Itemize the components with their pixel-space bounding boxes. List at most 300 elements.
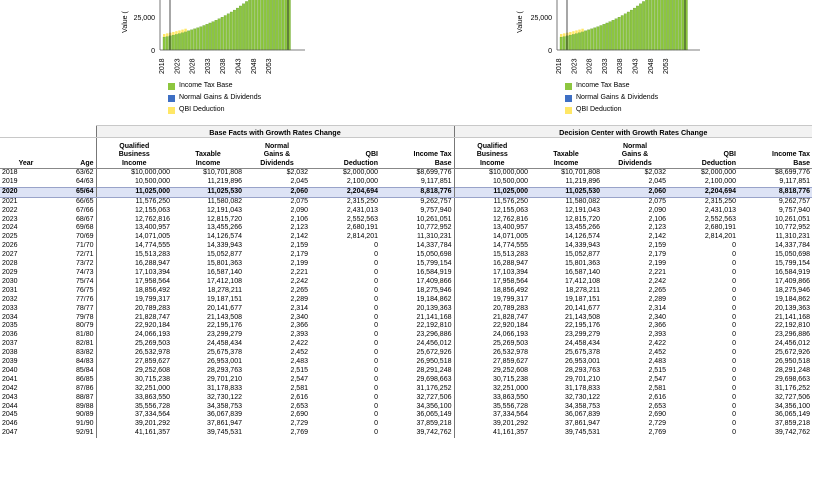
cell-year: 2045 [2, 411, 18, 419]
cell-qbi-income: 13,400,957 [454, 224, 530, 233]
cell-taxable-income: 12,191,043 [206, 206, 242, 214]
table-row[interactable] [0, 420, 812, 429]
legend-right [565, 80, 658, 116]
chart-xtick-label: 2048 [250, 58, 258, 74]
cell-age: 86/85 [75, 375, 94, 383]
cell-taxable-income: 25,675,378 [564, 349, 600, 357]
cell-year: 2026 [2, 242, 18, 250]
cell-qbi-income: 16,288,947 [96, 260, 172, 269]
cell-income-tax-base: 23,296,886 [416, 331, 452, 339]
cell-income-tax-base: 28,291,248 [774, 366, 810, 374]
col-header-year: Year [0, 138, 52, 169]
cell-taxable-income: 12,815,720 [206, 215, 242, 223]
table-row[interactable] [0, 358, 812, 367]
cell-taxable-income: 28,293,763 [564, 366, 600, 374]
cell-qbi-deduction: 0 [374, 340, 378, 348]
cell-qbi-income: 11,576,250 [454, 197, 530, 206]
cell-age: 75/74 [75, 277, 94, 285]
cell-normal-gains: 2,422 [290, 340, 308, 348]
cell-year: 2018 [2, 169, 18, 176]
cell-income-tax-base: 15,050,698 [416, 251, 452, 259]
cell-qbi-income: 17,103,394 [454, 269, 530, 278]
chart-bar [212, 22, 214, 50]
col-header-line: Income [553, 159, 579, 167]
cell-qbi-income: 32,251,000 [96, 385, 172, 394]
cell-income-tax-base: 21,141,168 [416, 313, 452, 321]
cell-taxable-income: 17,412,108 [564, 277, 600, 285]
cell-taxable-income: 37,861,947 [564, 420, 600, 428]
table-row[interactable] [0, 233, 812, 242]
cell-normal-gains: 2,142 [648, 233, 666, 241]
col-header-line: Income [195, 159, 221, 167]
cell-normal-gains: 2,199 [290, 260, 308, 268]
chart-bar [679, 0, 681, 50]
cell-taxable-income: 13,455,266 [206, 224, 242, 232]
cell-qbi-deduction: 2,204,694 [668, 187, 738, 197]
cell-qbi-deduction: 0 [732, 277, 736, 285]
cell-year: 2037 [2, 340, 18, 348]
chart-bar [236, 8, 238, 50]
chart-bar-qbi [578, 30, 580, 33]
table-row[interactable] [0, 429, 812, 438]
chart-bar [273, 0, 275, 50]
cell-year: 2040 [2, 366, 18, 374]
col-header-income-tax-base [380, 138, 454, 169]
table-row[interactable] [0, 242, 812, 251]
cell-normal-gains: 2,090 [648, 206, 666, 214]
cell-income-tax-base: 19,184,862 [416, 295, 452, 303]
cell-income-tax-base: 15,799,154 [416, 260, 452, 268]
cell-qbi-deduction: 0 [732, 358, 736, 366]
chart-right-bars [560, 0, 688, 50]
cell-age: 90/89 [75, 411, 94, 419]
cell-qbi-deduction: $2,000,000 [700, 169, 736, 176]
table-row[interactable] [0, 376, 812, 385]
cell-age: 83/82 [75, 349, 94, 357]
cell-age: 88/87 [75, 393, 94, 401]
chart-bar [261, 0, 263, 50]
cell-age: 79/78 [75, 313, 94, 321]
chart-bar [187, 31, 189, 50]
cell-qbi-deduction: 0 [374, 304, 378, 312]
cell-qbi-income: 25,269,503 [454, 340, 530, 349]
cell-normal-gains: 2,179 [648, 251, 666, 259]
cell-taxable-income: 20,141,677 [206, 304, 242, 312]
cell-qbi-income: 22,920,184 [96, 322, 172, 331]
chart-xtick-label: 2018 [159, 58, 166, 74]
cell-qbi-income: 33,863,550 [454, 394, 530, 403]
cell-qbi-income: 20,789,283 [454, 305, 530, 314]
cell-age: 81/80 [75, 331, 94, 339]
cell-income-tax-base: 9,117,851 [779, 177, 810, 185]
cell-normal-gains: 2,690 [648, 411, 666, 419]
cell-qbi-income: 30,715,238 [96, 376, 172, 385]
cell-income-tax-base: 24,456,012 [416, 340, 452, 348]
table-row[interactable] [0, 216, 812, 225]
cell-income-tax-base: 39,742,762 [774, 429, 810, 437]
cell-normal-gains: 2,547 [290, 375, 308, 383]
cell-income-tax-base: 11,310,231 [416, 233, 452, 241]
cell-income-tax-base: 8,818,776 [738, 187, 812, 197]
cell-taxable-income: $10,701,808 [561, 169, 600, 176]
cell-year: 2020 [0, 187, 52, 197]
cell-age: 66/65 [75, 197, 94, 205]
cell-qbi-income: 21,828,747 [454, 314, 530, 323]
legend-label: Normal Gains & Dividends [179, 94, 262, 101]
chart-bar-qbi [163, 34, 165, 37]
chart-bar [673, 0, 675, 50]
cell-taxable-income: 14,126,574 [564, 233, 600, 241]
chart-bar [603, 24, 605, 50]
col-header-normal-gains [244, 138, 310, 169]
cell-qbi-income: 26,532,978 [96, 349, 172, 358]
table-row[interactable] [0, 411, 812, 420]
cell-qbi-income: 14,774,555 [454, 242, 530, 251]
chart-bar [600, 25, 602, 50]
cell-qbi-income: 39,201,292 [96, 420, 172, 429]
chart-left-bars [163, 0, 291, 50]
cell-qbi-income: 14,071,005 [454, 233, 530, 242]
chart-right-ylabel: Value ( [517, 11, 524, 33]
cell-year: 2030 [2, 277, 18, 285]
col-header-line: Gains & [263, 151, 291, 158]
cell-normal-gains: 2,340 [648, 313, 666, 321]
chart-bar-qbi [581, 29, 583, 32]
cell-year: 2025 [2, 233, 18, 241]
col-header-line: QBI [723, 151, 736, 158]
col-header-line: Income Tax [772, 151, 810, 158]
cell-income-tax-base: 36,065,149 [416, 411, 452, 419]
chart-bar [288, 0, 290, 50]
col-header-qbi-deduction [668, 138, 738, 169]
cell-income-tax-base: 24,456,012 [774, 340, 810, 348]
cell-normal-gains: 2,221 [648, 268, 666, 276]
col-header-line: Dividends [618, 159, 652, 167]
cell-age: 73/72 [75, 260, 94, 268]
col-header-qbi-income [454, 138, 530, 169]
cell-normal-gains: 2,616 [290, 393, 308, 401]
table-row[interactable] [0, 287, 812, 296]
cell-taxable-income: 16,587,140 [564, 268, 600, 276]
table-row[interactable] [0, 340, 812, 349]
cell-qbi-deduction: 2,100,000 [346, 177, 378, 185]
chart-xtick-label: 2038 [617, 58, 625, 74]
table-row[interactable] [0, 367, 812, 376]
cell-taxable-income: 11,219,896 [565, 177, 600, 185]
cell-income-tax-base: 10,772,952 [416, 224, 452, 232]
cell-income-tax-base: 16,584,919 [416, 268, 452, 276]
cell-qbi-deduction: 2,814,201 [346, 233, 378, 241]
cell-qbi-income: 16,288,947 [454, 260, 530, 269]
cell-age: 89/88 [75, 402, 94, 410]
chart-bar [172, 35, 174, 50]
chart-bar [270, 0, 272, 50]
col-header-line: Taxable [553, 151, 579, 158]
col-header-line: Dividends [260, 159, 294, 167]
col-header-line: Normal [264, 142, 290, 150]
chart-bar [267, 0, 269, 50]
cell-normal-gains: 2,581 [648, 384, 666, 392]
chart-bar-qbi [572, 31, 574, 34]
chart-bar [184, 32, 186, 50]
table-row[interactable] [0, 260, 812, 269]
table-row[interactable] [0, 269, 812, 278]
table-row[interactable] [0, 385, 812, 394]
cell-taxable-income: 31,178,833 [564, 384, 600, 392]
column-header-row [0, 138, 812, 169]
cell-qbi-income: 17,958,564 [454, 278, 530, 287]
chart-bar [642, 1, 644, 50]
chart-bar [575, 33, 577, 50]
cell-qbi-income: 24,066,193 [96, 331, 172, 340]
cell-age: 80/79 [75, 322, 94, 330]
cell-taxable-income: 19,187,151 [206, 295, 242, 303]
table-row[interactable] [0, 251, 812, 260]
chart-bar [224, 16, 226, 50]
table-row[interactable] [0, 349, 812, 358]
col-header-line: Business [118, 151, 150, 158]
cell-qbi-deduction: 0 [374, 375, 378, 383]
chart-bar [230, 12, 232, 50]
cell-year: 2035 [2, 322, 18, 330]
cell-age: 70/69 [75, 233, 94, 241]
chart-left-xticks [159, 58, 273, 74]
cell-qbi-deduction: 0 [374, 411, 378, 419]
col-header-line: Base [434, 159, 452, 167]
chart-bar [667, 0, 669, 50]
col-header-taxable-income [530, 138, 602, 169]
cell-year: 2046 [2, 420, 18, 428]
cell-income-tax-base: 34,356,100 [416, 402, 452, 410]
chart-bar [197, 28, 199, 50]
cell-taxable-income: 18,278,211 [207, 286, 242, 294]
cell-income-tax-base: 32,727,506 [416, 393, 452, 401]
cell-taxable-income: 11,219,896 [207, 177, 242, 185]
cell-taxable-income: 17,412,108 [206, 277, 242, 285]
cell-normal-gains: 2,045 [648, 177, 666, 185]
table-row[interactable] [0, 197, 812, 206]
cell-qbi-income: 24,066,193 [454, 331, 530, 340]
cell-qbi-income: 12,762,816 [96, 216, 172, 225]
chart-right-ytick-0: 0 [548, 48, 552, 55]
table-row[interactable] [0, 224, 812, 233]
chart-bar [178, 33, 180, 50]
cell-income-tax-base: 34,356,100 [774, 402, 810, 410]
cell-qbi-income: 22,920,184 [454, 322, 530, 331]
col-header-line: Qualified [119, 142, 150, 150]
chart-right-svg [510, 0, 710, 80]
table-row[interactable] [0, 305, 812, 314]
cell-taxable-income: 15,801,363 [564, 260, 600, 268]
chart-bar [682, 0, 684, 50]
cell-qbi-deduction: 0 [732, 340, 736, 348]
cell-normal-gains: 2,653 [648, 402, 666, 410]
cell-qbi-deduction: 0 [374, 260, 378, 268]
table-row[interactable] [0, 394, 812, 403]
chart-xtick-label: 2053 [266, 58, 274, 74]
cell-qbi-income: 10,500,000 [96, 178, 172, 187]
table-row[interactable] [0, 207, 812, 216]
cell-qbi-deduction: 0 [732, 322, 736, 330]
cell-qbi-income: $10,000,000 [96, 169, 172, 178]
table-row[interactable] [0, 403, 812, 412]
cell-year: 2021 [2, 197, 18, 205]
cell-taxable-income: 19,187,151 [564, 295, 600, 303]
cell-qbi-deduction: 0 [374, 286, 378, 294]
cell-qbi-income: 27,859,627 [454, 358, 530, 367]
col-header-line: Gains & [621, 151, 649, 158]
cell-qbi-income: 21,828,747 [96, 314, 172, 323]
cell-qbi-deduction: 0 [374, 322, 378, 330]
cell-year: 2034 [2, 313, 18, 321]
cell-normal-gains: 2,289 [290, 295, 308, 303]
cell-taxable-income: $10,701,808 [203, 169, 242, 176]
chart-bar-qbi [184, 29, 186, 32]
chart-xtick-label: 2033 [204, 58, 212, 74]
legend-swatch [565, 95, 572, 102]
chart-bar [209, 23, 211, 50]
cell-taxable-income: 11,025,530 [172, 187, 244, 197]
legend-swatch [565, 107, 572, 114]
chart-bar [609, 22, 611, 50]
chart-bar [285, 0, 287, 50]
cell-normal-gains: 2,515 [648, 366, 666, 374]
cell-year: 2022 [2, 206, 18, 214]
cell-qbi-deduction: 0 [374, 366, 378, 374]
cell-qbi-deduction: 2,431,013 [704, 206, 736, 214]
chart-bar [648, 0, 650, 50]
cell-income-tax-base: 17,409,866 [774, 277, 810, 285]
chart-bar-qbi [560, 34, 562, 37]
cell-year: 2039 [2, 358, 18, 366]
cell-qbi-deduction: 2,680,191 [704, 224, 736, 232]
table-row[interactable] [0, 322, 812, 331]
table-row[interactable] [0, 314, 812, 323]
chart-bar-qbi [575, 30, 577, 33]
cell-normal-gains: 2,366 [648, 322, 666, 330]
cell-taxable-income: 22,195,176 [564, 322, 600, 330]
cell-taxable-income: 11,580,082 [207, 197, 242, 205]
cell-taxable-income: 24,458,434 [564, 340, 600, 348]
cell-qbi-deduction: 0 [732, 411, 736, 419]
cell-taxable-income: 15,052,877 [206, 251, 242, 259]
chart-xtick-label: 2038 [220, 58, 228, 74]
cell-year: 2033 [2, 304, 18, 312]
chart-bar [584, 31, 586, 50]
chart-left-ytick-25000: 25,000 [133, 15, 155, 22]
cell-taxable-income: 23,299,279 [564, 331, 600, 339]
cell-taxable-income: 36,067,839 [206, 411, 242, 419]
cell-qbi-income: 12,155,063 [96, 207, 172, 216]
chart-bar [163, 37, 165, 50]
cell-qbi-deduction: 0 [374, 429, 378, 437]
cell-qbi-deduction: 0 [374, 251, 378, 259]
table-row[interactable] [0, 278, 812, 287]
table-row[interactable] [0, 331, 812, 340]
cell-normal-gains: 2,090 [290, 206, 308, 214]
legend-item-qbi-deduction [565, 104, 658, 116]
cell-qbi-income: 37,334,564 [96, 411, 172, 420]
col-header-line: Income Tax [413, 151, 452, 158]
cell-age: 64/63 [75, 177, 94, 185]
chart-bar [572, 34, 574, 50]
group-header-row [0, 126, 812, 138]
cell-normal-gains: 2,179 [290, 251, 308, 259]
legend-swatch [168, 83, 175, 90]
cell-qbi-income: $10,000,000 [454, 169, 530, 178]
table-row[interactable] [0, 187, 812, 197]
cell-taxable-income: 15,052,877 [564, 251, 600, 259]
cell-normal-gains: 2,221 [290, 268, 308, 276]
cell-normal-gains: 2,123 [648, 224, 666, 232]
chart-xtick-label: 2043 [632, 58, 640, 74]
cell-taxable-income: 28,293,763 [206, 366, 242, 374]
cell-normal-gains: 2,159 [290, 242, 308, 250]
cell-year: 2032 [2, 295, 18, 303]
cell-qbi-income: 29,252,608 [96, 367, 172, 376]
group-header-decision-center: Decision Center with Growth Rates Change [454, 126, 812, 138]
cell-income-tax-base: 20,139,363 [774, 304, 810, 312]
table-row[interactable] [0, 169, 812, 178]
cell-income-tax-base: 31,176,252 [416, 384, 452, 392]
cell-qbi-deduction: 0 [732, 268, 736, 276]
cell-qbi-deduction: 0 [374, 313, 378, 321]
legend-left [168, 80, 261, 116]
cell-qbi-income: 29,252,608 [454, 367, 530, 376]
cell-qbi-deduction: 0 [732, 375, 736, 383]
chart-bar [639, 4, 641, 50]
cell-qbi-income: 35,556,728 [454, 403, 530, 412]
table-row[interactable] [0, 178, 812, 187]
chart-xtick-label: 2028 [189, 58, 197, 74]
cell-taxable-income: 11,580,082 [565, 197, 600, 205]
chart-bar-qbi [178, 30, 180, 33]
chart-xtick-label: 2033 [601, 58, 609, 74]
chart-bar [633, 8, 635, 50]
cell-income-tax-base: 9,117,851 [420, 177, 452, 185]
cell-normal-gains: 2,060 [602, 187, 668, 197]
cell-qbi-income: 13,400,957 [96, 224, 172, 233]
cell-taxable-income: 32,730,122 [206, 393, 242, 401]
cell-qbi-deduction: 0 [374, 242, 378, 250]
cell-income-tax-base: 21,141,168 [774, 313, 810, 321]
cell-normal-gains: 2,483 [290, 358, 308, 366]
cell-year: 2031 [2, 286, 18, 294]
chart-bar [636, 6, 638, 50]
cell-normal-gains: 2,106 [648, 215, 666, 223]
cell-income-tax-base: 8,818,776 [380, 187, 454, 197]
cell-normal-gains: 2,515 [290, 366, 308, 374]
cell-normal-gains: 2,769 [648, 429, 666, 437]
legend-label: Income Tax Base [576, 82, 630, 89]
cell-taxable-income: 14,126,574 [206, 233, 242, 241]
col-header-line: Income [479, 159, 505, 167]
chart-bar [233, 10, 235, 50]
legend-item-income-tax-base [565, 80, 658, 92]
cell-income-tax-base: 28,291,248 [416, 366, 452, 374]
chart-bar-qbi [175, 31, 177, 34]
chart-bar [624, 14, 626, 50]
cell-qbi-deduction: 0 [374, 420, 378, 428]
chart-bar [612, 20, 614, 50]
cell-income-tax-base: 18,275,946 [416, 286, 452, 294]
cell-qbi-deduction: 2,431,013 [346, 206, 378, 214]
table-row[interactable] [0, 296, 812, 305]
comparison-table [0, 125, 812, 438]
cell-income-tax-base: 17,409,866 [416, 277, 452, 285]
cell-age: 71/70 [75, 242, 94, 250]
chart-bar [242, 4, 244, 50]
